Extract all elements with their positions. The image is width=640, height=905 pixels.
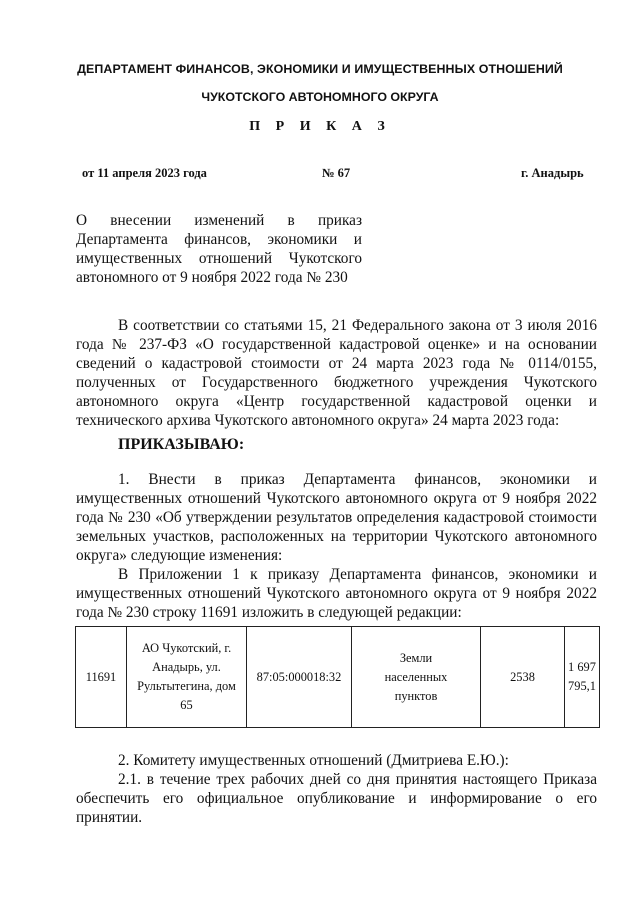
order-word: ПРИКАЗЫВАЮ: xyxy=(118,436,245,453)
cell-land-category: Земли населенных пунктов xyxy=(352,627,481,728)
region-name: ЧУКОТСКОГО АВТОНОМНОГО ОКРУГА xyxy=(201,90,439,104)
item-2: 2. Комитету имущественных отношений (Дмитриева Е.Ю.): xyxy=(118,752,509,769)
order-city: г. Анадырь xyxy=(521,166,584,180)
cell-address: АО Чукотский, г. Анадырь, ул. Рультытегина, дом 65 xyxy=(127,627,247,728)
document-type: П Р И К А З xyxy=(249,119,391,134)
cell-row-number: 11691 xyxy=(76,627,127,728)
cell-cadastral-number: 87:05:000018:32 xyxy=(247,627,352,728)
order-number: № 67 xyxy=(322,166,351,180)
cell-cadastral-value: 1 697 795,1 xyxy=(565,627,600,728)
preamble: В соответствии со статьями 15, 21 Федерального закона от 3 июля 2016 года № 237-ФЗ «О государственной кадастровой оценке» и на основании сведений о кадастровой стоимости от 24 марта 2023 года № 0114/0155, полученных от Государственного бюджетного учреждения Чукотского автономного округа «Центр государственной кадастровой оценки и технического архива Чукотского автономного округа» 24 марта 2023 года: xyxy=(76,317,597,429)
order-date: от 11 апреля 2023 года xyxy=(82,166,207,180)
item-1-detail: В Приложении 1 к приказу Департамента финансов, экономики и имущественных отношений Чукотского автономного округа от 9 ноября 2022 года № 230 строку 11691 изложить в следующей редакции: xyxy=(76,566,597,621)
item-1: 1. Внести в приказ Департамента финансов, экономики и имущественных отношений Чукотского автономного округа от 9 ноября 2022 года № 230 «Об утверждении результатов определения кадастровой стоимости земельных участков, расположенных на территории Чукотского автономного округа» следующие изменения: xyxy=(76,471,597,564)
department-name: ДЕПАРТАМЕНТ ФИНАНСОВ, ЭКОНОМИКИ И ИМУЩЕСТВЕННЫХ ОТНОШЕНИЙ xyxy=(77,62,563,76)
cell-area: 2538 xyxy=(481,627,565,728)
cadastral-table xyxy=(75,626,600,728)
order-subject: О внесении изменений в приказ Департамента финансов, экономики и имущественных отношений Чукотского автономного от 9 ноября 2022 года № 230 xyxy=(76,212,362,286)
item-2-1: 2.1. в течение трех рабочих дней со дня принятия настоящего Приказа обеспечить его официальное опубликование и информирование о его принятии. xyxy=(76,771,597,826)
table-row xyxy=(76,627,600,728)
